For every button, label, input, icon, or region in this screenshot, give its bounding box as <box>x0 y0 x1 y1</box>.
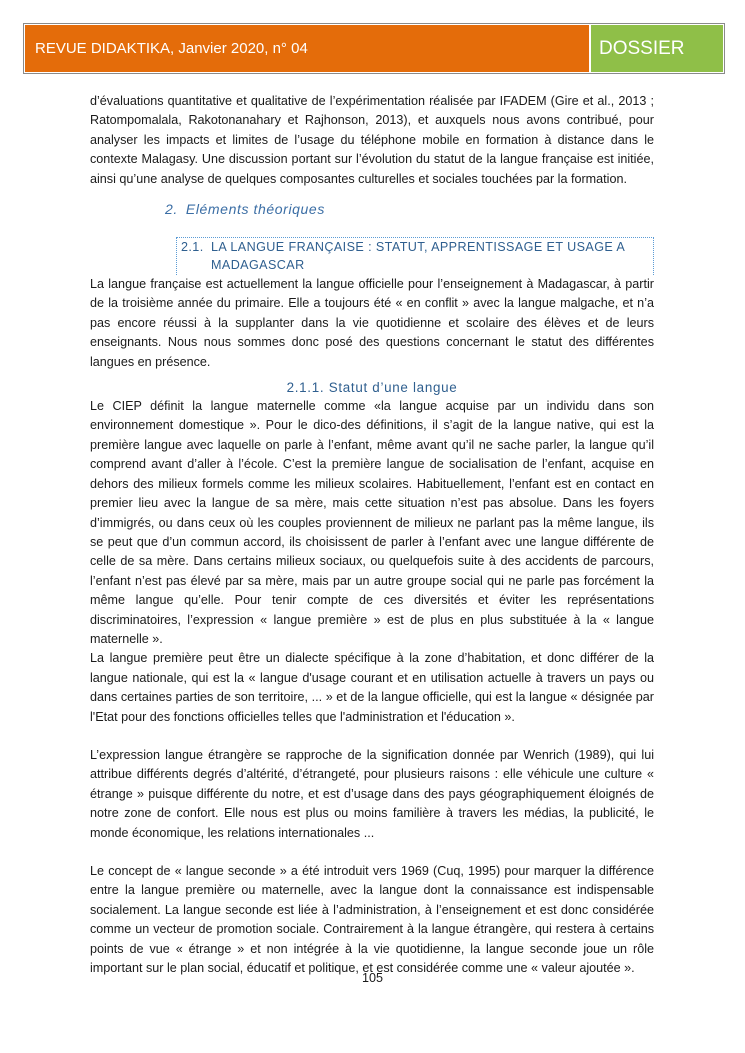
paragraph-langue-etrangere: L’expression langue étrangère se rapproche de la signification donnée par Wenrich (1989), qui lui attribue différents degrés d’altérité, d’étrangeté, pour plusieurs raisons : elle véhicule une culture « étrange » puisque différente du notre, et est d’usage dans des pays géographiquement éloignés de notre zone de confort. Elle nous est plus ou moins familière à travers les médias, la publicité, le monde économique, les relations internationales ... <box>90 747 654 840</box>
page-body <box>90 92 654 978</box>
section-2-1-heading <box>176 237 654 275</box>
paragraph-langue-premiere: La langue première peut être un dialecte spécifique à la zone d’habitation, et donc différer de la langue nationale, qui est la « langue d'usage courant et en utilisation actuelle à travers un pays ou dans certaines parties de son territoire, ... » et de la langue officielle, qui est la langue « désignée par l'Etat pour des fonctions officielles telles que l'administration et l'éducation ». <box>90 651 654 724</box>
section-2-title: Eléments théoriques <box>185 201 325 218</box>
section-2-1-number: 2.1. <box>181 240 204 255</box>
section-2-number: 2. <box>165 201 178 218</box>
section-2-1-title: LA LANGUE FRANÇAISE : STATUT, APPRENTISSAGE ET USAGE A MADAGASCAR <box>211 240 625 273</box>
paragraph-langue-seconde: Le concept de « langue seconde » a été introduit vers 1969 (Cuq, 1995) pour marquer la différence entre la langue première ou maternelle, avec la langue dont la connaissance est indispensable socialement. La langue seconde est liée à l’administration, à l’enseignement et est donc considérée comme un vecteur de promotion sociale. Contrairement à la langue étrangère, qui restera à certains points de vue « étrange » et non intégrée à la vie quotidienne, la langue seconde joue un rôle important sur le plan social, éducatif et politique, et est considérée comme une « valeur ajoutée ». <box>90 864 654 976</box>
page-header <box>23 23 725 74</box>
section-2-1-paragraph: La langue française est actuellement la langue officielle pour l’enseignement à Madagascar, à partir de la troisième année du primaire. Elle a toujours été « en conflit » avec la langue malgache, et n’a pas encore réussi à la supplanter dans la vie quotidienne et scolaire des élèves et de leurs enseignants. Nous nous sommes donc posé des questions concernant le statut des différentes langues en présence. <box>90 277 654 369</box>
intro-paragraph: d’évaluations quantitative et qualitative de l’expérimentation réalisée par IFADEM (Gire et al., 2013 ; Ratompomalala, Rakotonanahary et Rajhonson, 2013), et auxquels nous avons contribué, pour analyser les impacts et limites de l’usage du téléphone mobile en formation à distance dans le contexte Malagasy. Une discussion portant sur l’évolution du statut de la langue française est initiée, ainsi qu’une analyse de quelques composantes culturelles et sociales touchées par la formation. <box>90 94 654 186</box>
section-label: DOSSIER <box>590 24 724 73</box>
section-2-heading <box>165 201 654 217</box>
page-number: 105 <box>361 971 383 985</box>
paragraph-langue-maternelle: Le CIEP définit la langue maternelle comme «la langue acquise par un individu dans son environnement domestique ». Pour le dico-des définitions, il s’agit de la langue native, qui est la première langue avec laquelle on parle à l’enfant, même avant qu’il ne sache parler, la langue qu’il comprend avant d’aller à l’école. C’est la première langue de socialisation de l’enfant, acquise en dehors des milieux formels comme les milieux scolaires. Habituellement, l’enfant est en contact en premier lieu avec la langue de sa mère, mais cette situation n’est pas absolue. Dans les foyers d’immigrés, ou dans ceux où les couples proviennent de milieux ne parlant pas la même langue, ils se peut que d’un commun accord, ils choisissent de parler à l’enfant avec une langue différente de celle de sa mère. Dans certains milieux sociaux, ou quelquefois suite à des accidents de parcours, l’enfant n’est pas élevé par sa mère, mais par un autre groupe social qui ne parle pas forcément la même langue qu’elle. Pour tenir compte de ces diversités et éviter les représentations discriminatoires, l’expression « langue première » est de plus en plus substituée à la « langue maternelle ». <box>90 399 654 646</box>
section-2-1-1-heading: 2.1.1. Statut d’une langue <box>286 380 458 396</box>
journal-title: REVUE DIDAKTIKA, Janvier 2020, n° 04 <box>24 24 590 73</box>
